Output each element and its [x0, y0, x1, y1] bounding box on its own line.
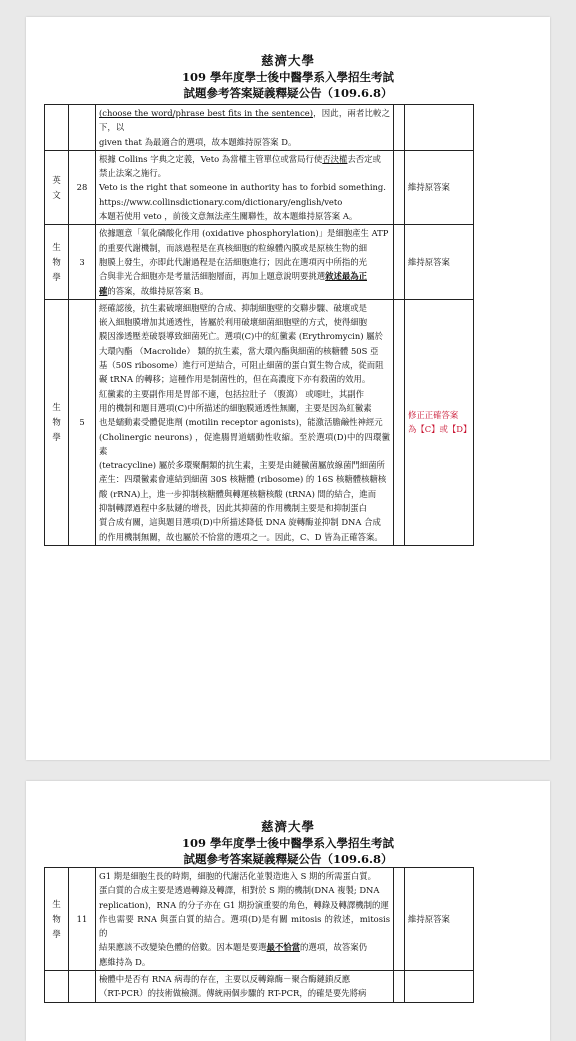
- subject-char: 物: [52, 256, 61, 267]
- explanation-line: [99, 501, 390, 515]
- text-run: 用的機制和題目選項(C)中所描述的細胞膜通透性無關，主要是因為紅黴素: [99, 402, 372, 413]
- text-run: 確: [99, 285, 108, 296]
- question-number: 11: [69, 868, 96, 971]
- result-line: 修正正確答案: [408, 410, 459, 421]
- text-run: 經確認後，抗生素破壞細胞壁的合成、抑制細胞壁的交聯步驟、破壞或是: [99, 302, 367, 313]
- explanation-line: [99, 458, 390, 472]
- result-cell: 維持原答案: [405, 868, 474, 971]
- subject-char: 生: [52, 898, 61, 909]
- page-header: [26, 53, 550, 101]
- explanation-line: [99, 487, 390, 501]
- result-line: 為【C】或【D】: [408, 424, 472, 435]
- text-run: (choose the word/phrase best fits in the sentence): [99, 108, 313, 118]
- result-cell: [405, 105, 474, 151]
- text-run: 礙 tRNA 的轉移；這種作用是制菌性的，但在高濃度下亦有殺菌的效用。: [99, 374, 371, 385]
- explanation-line: [99, 301, 390, 315]
- explanation-line: [99, 135, 390, 149]
- explanation-line: [99, 940, 390, 954]
- explanation-line: [99, 269, 390, 283]
- explanation-line: [99, 972, 390, 986]
- explanation-line: [99, 515, 390, 529]
- explanation-line: [99, 329, 390, 343]
- result-cell: [405, 971, 474, 1003]
- explanation-line: [99, 401, 390, 415]
- subject-cell: [45, 299, 69, 545]
- table-row: [45, 105, 474, 151]
- blank-cell: [394, 299, 405, 545]
- blank-cell: [394, 225, 405, 299]
- text-run: 的答案，故維持原答案 B。: [107, 285, 209, 296]
- explanation-cell: [96, 105, 394, 151]
- explanation-line: [99, 209, 390, 223]
- answer-table-body: [45, 868, 474, 1003]
- school-name: 慈濟大學: [260, 819, 315, 834]
- notice-subtitle: 試題參考答案疑義釋疑公告（109.6.8）: [183, 86, 393, 100]
- explanation-line: [99, 106, 390, 135]
- subject-cell: [45, 868, 69, 971]
- text-run: 的選項，故答案仍: [300, 942, 367, 953]
- text-run: 紅黴素的主要副作用是胃部不適，包括拉肚子 （腹瀉） 或噁吐，其副作: [99, 388, 364, 399]
- text-run: https://www.collinsdictionary.com/dictionary/english/veto: [99, 196, 343, 207]
- result-cell: 維持原答案: [405, 150, 474, 224]
- explanation-line: [99, 387, 390, 401]
- answer-table-body: [45, 105, 474, 546]
- subject-char: 生: [52, 241, 61, 252]
- text-run: 蛋白質的合成主要是透過轉錄及轉譯，相對於 S 期的機制(DNA 複製; DNA: [99, 885, 380, 896]
- explanation-line: [99, 195, 390, 209]
- explanation-line: [99, 255, 390, 269]
- table-row: [45, 150, 474, 224]
- text-run: 酸 (rRNA)上，進一步抑制核糖體與轉運核糖核酸 (tRNA) 間的結合，進而: [99, 488, 377, 499]
- exam-title: 109 學年度學士後中醫學系入學招生考試: [181, 836, 394, 850]
- text-run: 禁止法案之施行。: [99, 168, 166, 179]
- explanation-line: [99, 284, 390, 298]
- school-name: 慈濟大學: [260, 53, 315, 68]
- subject-char: 物: [52, 416, 61, 427]
- notice-subtitle: 試題參考答案疑義釋疑公告（109.6.8）: [183, 852, 393, 866]
- question-number: [69, 971, 96, 1003]
- explanation-cell: [96, 971, 394, 1003]
- page-header: [26, 819, 550, 867]
- subject-char: 學: [52, 271, 61, 282]
- text-run: 敘述最為正: [325, 271, 367, 282]
- explanation-line: [99, 358, 390, 372]
- text-run: 檢體中是否有 RNA 病毒的存在，主要以反轉錄酶－聚合酶鏈鎖反應: [99, 974, 351, 985]
- subject-char: 英: [52, 174, 61, 185]
- question-number: 3: [69, 225, 96, 299]
- text-run: 去否定或: [347, 153, 381, 164]
- explanation-line: [99, 166, 390, 180]
- text-run: 大環內酯 （Macrolide） 類的抗生素，當大環內酯與細菌的核糖體 50S 亞: [99, 345, 379, 356]
- table-row: [45, 225, 474, 299]
- explanation-line: [99, 372, 390, 386]
- explanation-line: [99, 472, 390, 486]
- explanation-line: [99, 344, 390, 358]
- text-run: 作也需要 RNA 與蛋白質的結合。選項(D)是有關 mitosis 的敘述，mitosis 的: [99, 913, 390, 939]
- table-row: [45, 868, 474, 971]
- blank-cell: [394, 971, 405, 1003]
- answer-table: [44, 104, 474, 546]
- text-run: G1 期是細胞生長的時期，細胞的代謝活化並製造進入 S 期的所需蛋白質。: [99, 871, 376, 881]
- explanation-line: [99, 912, 390, 941]
- explanation-line: [99, 955, 390, 969]
- subject-char: 文: [52, 189, 61, 200]
- text-run: ，因此，兩者比較之下，以: [99, 108, 390, 133]
- text-run: 的重要代謝機制，而該過程是在真核細胞的粒線體內膜或是原核生物的細: [99, 242, 367, 253]
- subject-char: 學: [52, 431, 61, 442]
- text-run: 產生：四環黴素會連結到細菌 30S 核糖體 (ribosome) 的 16S 核糖體核糖核: [99, 474, 387, 485]
- explanation-line: [99, 152, 390, 166]
- explanation-line: [99, 180, 390, 194]
- text-run: (tetracycline) 屬於多環聚酮類的抗生素，主要是由鏈黴菌屬放線菌門細菌所: [99, 460, 385, 471]
- subject-cell: [45, 105, 69, 151]
- text-run: 胞膜上發生，亦即此代謝過程是在活細胞進行；因此在選項丙中所指的光: [99, 256, 367, 267]
- text-run: replication)，RNA 的分子亦在 G1 期扮演重要的角色，轉錄及轉譯機制的運: [99, 899, 389, 910]
- subject-char: 生: [52, 401, 61, 412]
- text-run: 應維持為 D。: [99, 956, 151, 967]
- subject-cell: [45, 971, 69, 1003]
- text-run: Veto is the right that someone in authority has to forbid something.: [99, 182, 386, 193]
- page-1: [26, 17, 550, 760]
- subject-char: 學: [52, 928, 61, 939]
- explanation-cell: [96, 225, 394, 299]
- text-run: 膜因滲透壓差破裂導致細菌死亡。選項(C)中的紅黴素 (Erythromycin) 屬於: [99, 331, 383, 342]
- table-row: [45, 971, 474, 1003]
- explanation-line: [99, 415, 390, 429]
- text-run: 基（50S ribosome）進行可逆結合，可阻止細菌的蛋白質生物合成，從而阻: [99, 360, 384, 371]
- subject-cell: [45, 225, 69, 299]
- explanation-cell: [96, 150, 394, 224]
- subject-cell: [45, 150, 69, 224]
- explanation-line: [99, 530, 390, 544]
- text-run: 否決權: [322, 153, 348, 164]
- result-cell: [405, 299, 474, 545]
- text-run: (Cholinergic neurons) ，促進腸胃道蠕動性收縮。至於選項(D)中的四環黴素: [99, 431, 390, 456]
- text-run: （RT-PCR）的技術做檢測。傳統兩個步驟的 RT-PCR，的確是要先將病: [99, 988, 367, 999]
- explanation-line: [99, 430, 390, 459]
- question-number: 5: [69, 299, 96, 545]
- explanation-line: [99, 986, 390, 1000]
- text-run: 嵌入細胞膜增加其通透性，皆屬於利用破壞細菌細胞壁的方式，使得細胞: [99, 317, 367, 328]
- explanation-line: [99, 898, 390, 912]
- text-run: 本題若使用 veto ，前後文意無法產生關聯性，故本題維持原答案 A。: [99, 211, 358, 222]
- text-run: 根據 Collins 字典之定義，Veto 為當權主管單位或當局行使: [99, 153, 323, 164]
- result-cell: 維持原答案: [405, 225, 474, 299]
- text-run: 最不恰當: [266, 942, 300, 953]
- question-number: [69, 105, 96, 151]
- answer-table: [44, 867, 474, 1003]
- text-run: 依據題意「氧化磷酸化作用 (oxidative phosphorylation)」是細胞產生 ATP: [99, 228, 389, 239]
- blank-cell: [394, 150, 405, 224]
- blank-cell: [394, 868, 405, 971]
- text-run: 結果應該不改變染色體的倍數。因本題是要選: [99, 942, 267, 953]
- explanation-cell: [96, 299, 394, 545]
- subject-char: 物: [52, 913, 61, 924]
- question-number: 28: [69, 150, 96, 224]
- text-run: 抑制轉譯過程中多肽鏈的增長，因此其抑菌的作用機制主要是和抑制蛋白: [99, 503, 367, 514]
- text-run: 合與非光合細胞亦是考量活細胞層面，再加上題意說明要挑選: [99, 271, 326, 282]
- text-run: 質合成有關，這與題目選項(D)中所描述降低 DNA 旋轉酶並抑制 DNA 合成: [99, 517, 381, 528]
- text-run: 的作用機制無關，故也屬於不恰當的選項之一。因此，C、D 皆為正確答案。: [99, 531, 383, 542]
- page-2: [26, 781, 550, 1041]
- explanation-line: [99, 883, 390, 897]
- table-row: [45, 299, 474, 545]
- explanation-line: [99, 226, 390, 240]
- text-run: given that 為最適合的選項，故本題維持原答案 D。: [99, 136, 297, 147]
- exam-title: 109 學年度學士後中醫學系入學招生考試: [181, 70, 394, 84]
- text-run: 也是蠕動素受體促進劑 (motilin receptor agonists)，能激活膽鹼性神經元: [99, 417, 383, 428]
- explanation-line: [99, 315, 390, 329]
- explanation-line: [99, 869, 390, 883]
- explanation-cell: [96, 868, 394, 971]
- blank-cell: [394, 105, 405, 151]
- explanation-line: [99, 241, 390, 255]
